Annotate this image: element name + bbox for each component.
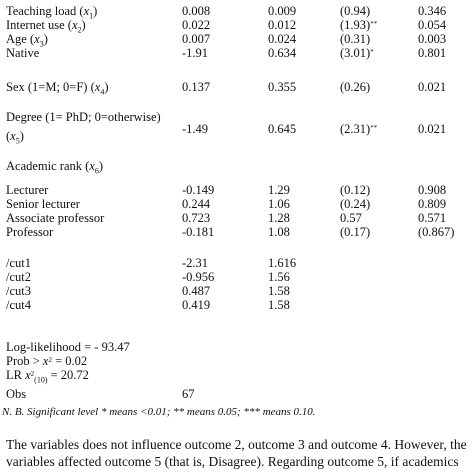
cell-me: 0.054 bbox=[418, 18, 447, 32]
cell-z: 0.57 bbox=[340, 211, 362, 225]
cell-me: 0.908 bbox=[418, 183, 447, 197]
cell-coef: 0.244 bbox=[182, 197, 211, 211]
cell-z: (3.01)* bbox=[340, 46, 374, 60]
row-label-internet-use: Internet use $(x_2)$ bbox=[6, 18, 86, 35]
cell-se: 0.645 bbox=[268, 122, 297, 136]
row-label-professor: Professor bbox=[6, 225, 54, 239]
cell-se: 1.58 bbox=[268, 284, 290, 298]
cell-z: (0.26) bbox=[340, 80, 371, 94]
table-footnote: N. B. Significant level * means <0.01; ** means 0.05; *** means 0.10. bbox=[2, 406, 316, 418]
row-label-senior-lecturer: Senior lecturer bbox=[6, 197, 80, 211]
cell-se: 1.06 bbox=[268, 197, 290, 211]
cell-z: (0.94) bbox=[340, 4, 371, 18]
cell-coef: 0.022 bbox=[182, 18, 211, 32]
cell-me: 0.021 bbox=[418, 80, 447, 94]
row-label-age: Age $(x_3)$ bbox=[6, 32, 48, 49]
cell-coef: 0.723 bbox=[182, 211, 211, 225]
cell-coef: 0.487 bbox=[182, 284, 211, 298]
cell-z: (0.17) bbox=[340, 225, 371, 239]
cell-se: 0.634 bbox=[268, 46, 297, 60]
cell-se: 1.616 bbox=[268, 256, 297, 270]
cell-me: 0.021 bbox=[418, 122, 447, 136]
cell-coef: 0.008 bbox=[182, 4, 211, 18]
stat-obs-label: Obs bbox=[6, 387, 27, 401]
cell-coef: 0.007 bbox=[182, 32, 211, 46]
cell-coef: -0.181 bbox=[182, 225, 215, 239]
cell-coef: -1.91 bbox=[182, 46, 209, 60]
paragraph-line-2: variables affected outcome 5 (that is, Disagree). Regarding outcome 5, if academics bbox=[6, 454, 459, 469]
row-label-cut1: /cut1 bbox=[6, 256, 31, 270]
cell-z: (1.93)** bbox=[340, 18, 378, 32]
stat-log-likelihood: Log-likelihood = - 93.47 bbox=[6, 340, 130, 354]
cell-coef: -0.149 bbox=[182, 183, 215, 197]
row-label-teaching-load: Teaching load $(x_1)$ bbox=[6, 4, 98, 21]
row-label-cut3: /cut3 bbox=[6, 284, 31, 298]
row-label-lecturer: Lecturer bbox=[6, 183, 49, 197]
cell-coef: -1.49 bbox=[182, 122, 209, 136]
paragraph-line-1: The variables does not influence outcome 2, outcome 3 and outcome 4. However, the bbox=[6, 437, 467, 452]
cell-coef: 0.137 bbox=[182, 80, 211, 94]
cell-coef: -2.31 bbox=[182, 256, 209, 270]
cell-se: 0.355 bbox=[268, 80, 297, 94]
cell-me: (0.867) bbox=[418, 225, 455, 239]
cell-z: (2.31)** bbox=[340, 122, 378, 136]
row-label-academic-rank: Academic rank $(x_6)$ bbox=[6, 159, 104, 176]
row-label-native: Native bbox=[6, 46, 40, 60]
cell-z: (0.24) bbox=[340, 197, 371, 211]
cell-se: 0.009 bbox=[268, 4, 297, 18]
row-label-associate-professor: Associate professor bbox=[6, 211, 105, 225]
row-label-cut4: /cut4 bbox=[6, 298, 31, 312]
cell-coef: -0.956 bbox=[182, 270, 215, 284]
cell-se: 0.024 bbox=[268, 32, 297, 46]
cell-me: 0.571 bbox=[418, 211, 447, 225]
row-label-degree: Degree (1= PhD; 0=otherwise) bbox=[6, 110, 161, 124]
cell-z: (0.12) bbox=[340, 183, 371, 197]
cell-coef: 0.419 bbox=[182, 298, 211, 312]
cell-se: 1.56 bbox=[268, 270, 290, 284]
row-label-sex: Sex (1=M; 0=F) $(x_4)$ bbox=[6, 80, 109, 97]
row-label-cut2: /cut2 bbox=[6, 270, 31, 284]
stat-lr-chi2: LR $x^2_{(10)} = 20.72$ bbox=[6, 368, 89, 385]
cell-se: 0.012 bbox=[268, 18, 297, 32]
cell-me: 0.809 bbox=[418, 197, 447, 211]
cell-se: 1.58 bbox=[268, 298, 290, 312]
stat-obs-value: 67 bbox=[182, 387, 195, 401]
cell-se: 1.08 bbox=[268, 225, 290, 239]
cell-se: 1.28 bbox=[268, 211, 290, 225]
cell-me: 0.003 bbox=[418, 32, 447, 46]
row-label-degree-var: $(x_5)$ bbox=[6, 129, 24, 146]
cell-z: (0.31) bbox=[340, 32, 371, 46]
cell-me: 0.801 bbox=[418, 46, 447, 60]
cell-se: 1.29 bbox=[268, 183, 290, 197]
cell-me: 0.346 bbox=[418, 4, 447, 18]
stat-prob-chi2: Prob > $x^2 = 0.02$ bbox=[6, 354, 88, 368]
